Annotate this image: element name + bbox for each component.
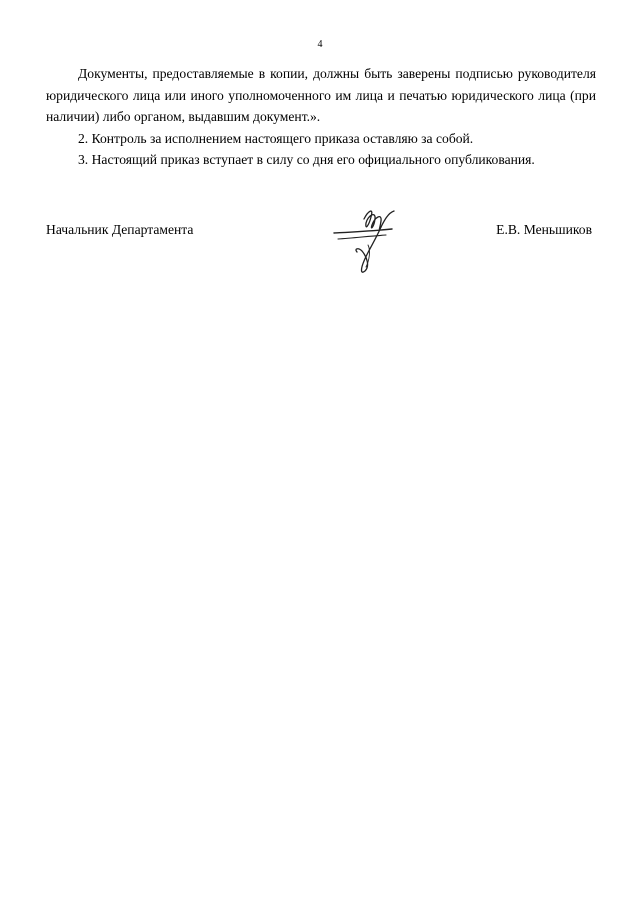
handwritten-signature (324, 205, 404, 281)
paragraph-effective-date: 3. Настоящий приказ вступает в силу со дня его официального опубликования. (78, 152, 535, 167)
document-body (46, 63, 596, 171)
signer-name: Е.В. Меньшиков (496, 222, 592, 237)
page-number: 4 (317, 39, 323, 50)
paragraph-control: 2. Контроль за исполнением настоящего приказа оставляю за собой. (78, 130, 474, 146)
signature-block (46, 219, 596, 289)
paragraph-certification: Документы, предоставляемые в копии, должны быть заверены подписью руководителя юридического лица или иного уполномоченного им лица и печатью юридического лица (при наличии) либо органом, выдавшим документ.». (46, 66, 596, 124)
signer-position: Начальник Департамента (46, 222, 194, 237)
